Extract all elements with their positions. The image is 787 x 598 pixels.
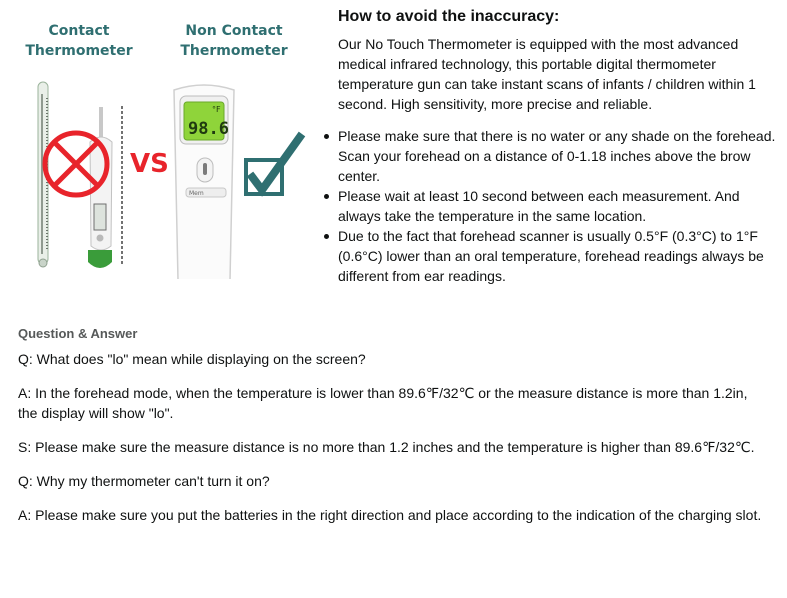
contact-label-line1: Contact	[48, 23, 110, 39]
thermometer-illustration	[14, 14, 314, 279]
list-item-text: Due to the fact that forehead scanner is usually 0.5°F (0.3°C) to 1°F (0.6°C) lower than an oral temperature, forehead readings always be different from ear readings.	[338, 228, 764, 284]
qa-solution: S: Please make sure the measure distance is no more than 1.2 inches and the temperature is higher than 89.6℉/32℃.	[18, 439, 755, 455]
display-reading: 98.6	[188, 119, 229, 139]
qa-question: Q: Why my thermometer can't turn it on?	[18, 473, 270, 489]
question-answer-section	[18, 325, 770, 525]
vs-text: VS	[130, 149, 169, 179]
qa-answer: A: In the forehead mode, when the temperature is lower than 89.6℉/32℃ or the measure distance is more than 1.2in, the display will show "lo".	[18, 385, 748, 421]
contact-label-line2: Thermometer	[25, 43, 133, 59]
list-item	[338, 226, 778, 286]
qa-answer: A: Please make sure you put the batteries in the right direction and place according to the indication of the charging slot.	[18, 507, 762, 523]
infrared-thermometer-icon	[174, 85, 234, 279]
qa-heading: Question & Answer	[18, 326, 138, 341]
bullet-icon	[324, 194, 329, 199]
list-item-text: Please make sure that there is no water or any shade on the forehead. Scan your forehead on a distance of 0-1.18 inches above the brow center.	[338, 128, 776, 184]
product-comparison-image	[14, 14, 314, 279]
list-item	[338, 186, 778, 226]
digital-stick-thermometer-icon	[88, 107, 112, 268]
checkmark-icon	[246, 134, 302, 194]
bullet-icon	[324, 134, 329, 139]
list-item	[338, 126, 778, 186]
noncontact-label-line2: Thermometer	[180, 43, 288, 59]
intro-paragraph: Our No Touch Thermometer is equipped with the most advanced medical infrared technology, this portable digital thermometer temperature gun can take instant scans of infants / children within 1 second. High sensitivity, more precise and reliable.	[338, 36, 756, 112]
section-heading: How to avoid the inaccuracy:	[338, 8, 560, 25]
display-unit: °F	[212, 105, 221, 114]
noncontact-label-line1: Non Contact	[185, 23, 283, 39]
tips-list	[338, 126, 778, 286]
list-item-text: Please wait at least 10 second between each measurement. And always take the temperature in the same location.	[338, 188, 740, 224]
bullet-icon	[324, 234, 329, 239]
qa-question: Q: What does "lo" mean while displaying on the screen?	[18, 351, 366, 367]
mem-button-label: Mem	[189, 190, 204, 197]
inaccuracy-info-section	[338, 6, 778, 286]
